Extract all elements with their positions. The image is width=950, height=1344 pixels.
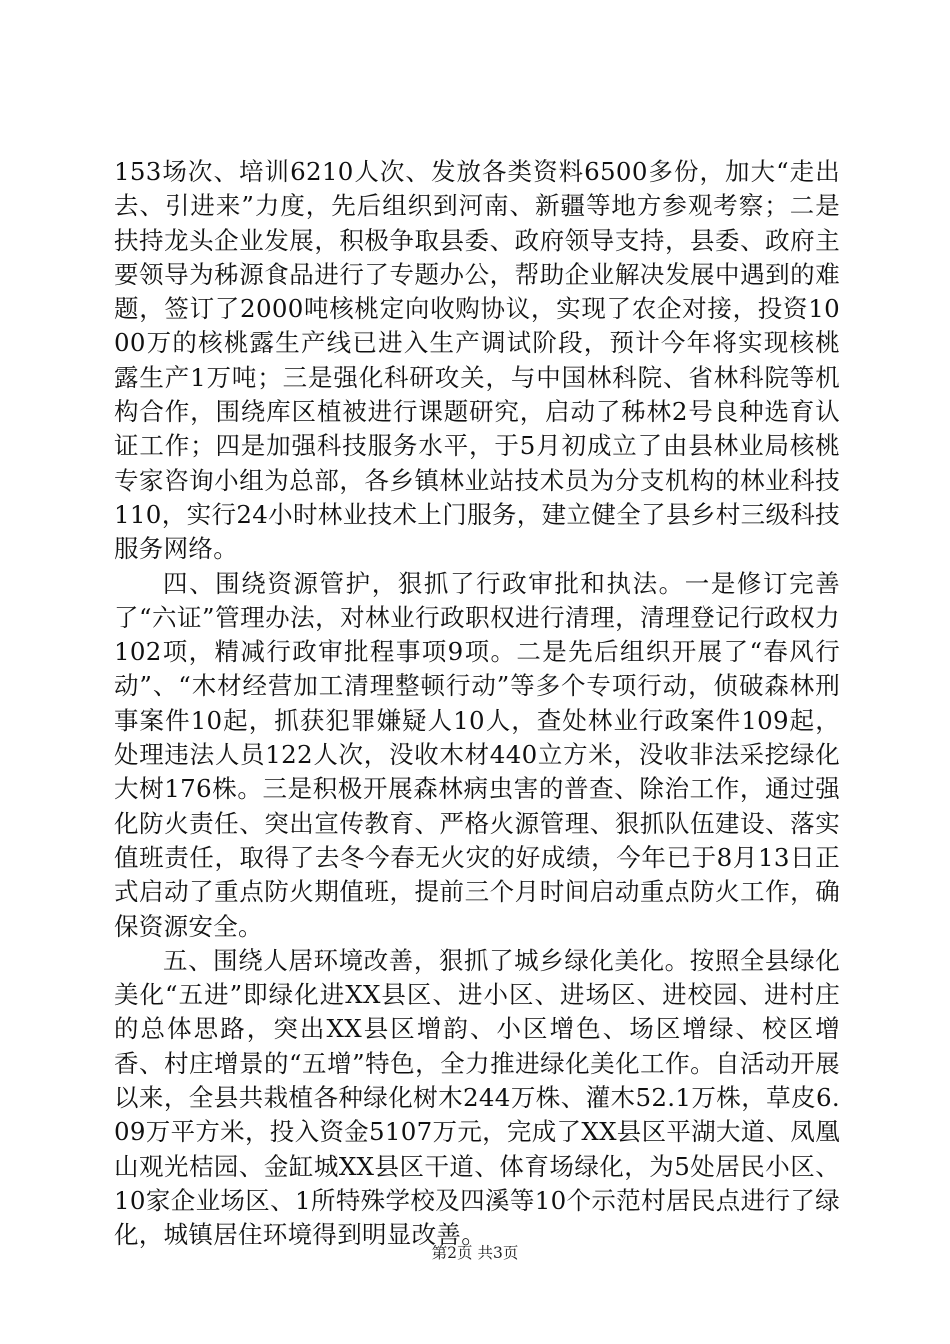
paragraph-greening: 五、围绕人居环境改善，狠抓了城乡绿化美化。按照全县绿化美化“五进”即绿化进XX县区、进小区、进场区、进校园、进村庄的总体思路，突出XX县区增韵、小区增色、场区增绿、校区增香、村庄增景的“五增”特色，全力推进绿化美化工作。自活动开展以来，全县共栽植各种绿化树木244万株、灌木52.1万株，草皮6.09万平方米，投入资金5107万元，完成了XX县区平湖大道、凤凰山观光桔园、金缸城XX县区干道、体育场绿化，为5处居民小区、10家企业场区、1所特殊学校及四溪等10个示范村居民点进行了绿化，城镇居住环境得到明显改善。 [114,945,841,1250]
page-number-footer: 第2页 共3页 [431,1244,519,1262]
paragraph-continued: 153场次、培训6210人次、发放各类资料6500多份，加大“走出去、引进来”力度，先后组织到河南、新疆等地方参观考察；二是扶持龙头企业发展，积极争取县委、政府领导支持，县委、政府主要领导为秭源食品进行了专题办公，帮助企业解决发展中遇到的难题，签订了2000吨核桃定向收购协议，实现了农企对接，投资1000万的核桃露生产线已进入生产调试阶段，预计今年将实现核桃露生产1万吨；三是强化科研攻关，与中国林科院、省林科院等机构合作，围绕库区植被进行课题研究，启动了秭林2号良种选育认证工作；四是加强科技服务水平，于5月初成立了由县林业局核桃专家咨询小组为总部，各乡镇林业站技术员为分支机构的林业科技110，实行24小时林业技术上门服务，建立健全了县乡村三级科技服务网络。 [114,157,840,564]
document-body [114,155,840,1253]
paragraph-resource-management: 四、围绕资源管护，狠抓了行政审批和执法。一是修订完善了“六证”管理办法，对林业行政职权进行清理，清理登记行政权力102项，精减行政审批程事项9项。二是先后组织开展了“春风行动”、“木材经营加工清理整顿行动”等多个专项行动，侦破森林刑事案件10起，抓获犯罪嫌疑人10人，查处林业行政案件109起，处理违法人员122人次，没收木材440立方米，没收非法采挖绿化大树176株。三是积极开展森林病虫害的普查、除治工作，通过强化防火责任、突出宣传教育、严格火源管理、狠抓队伍建设、落实值班责任，取得了去冬今春无火灾的好成绩，今年已于8月13日正式启动了重点防火期值班，提前三个月时间启动重点防火工作，确保资源安全。 [114,568,840,941]
